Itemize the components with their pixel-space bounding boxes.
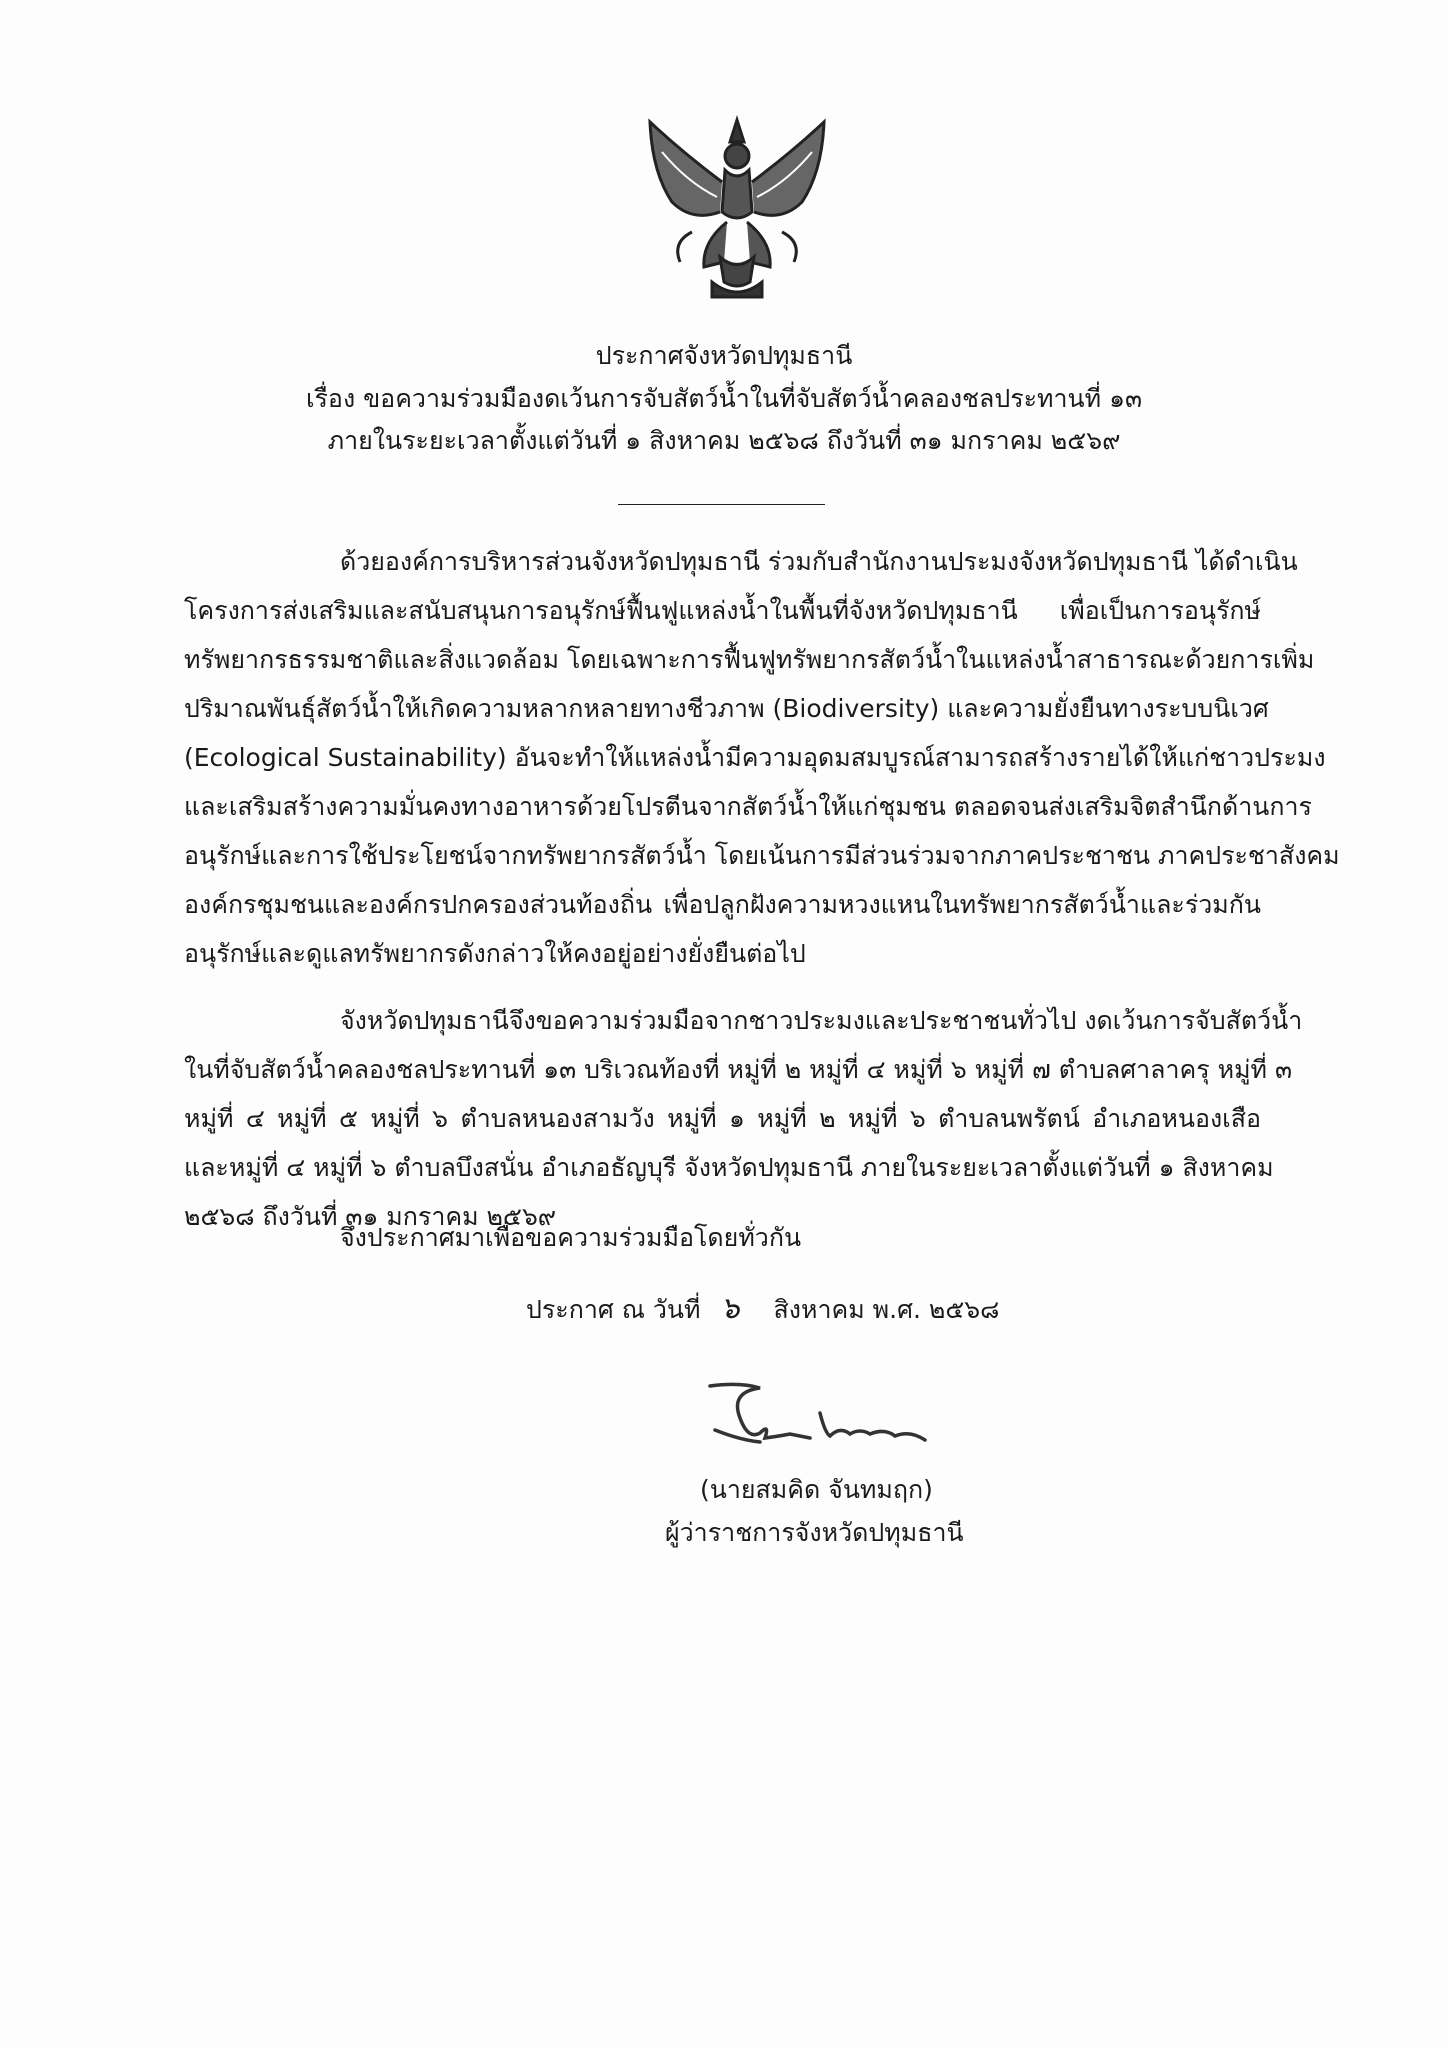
paragraph1-line: อนุรักษ์และดูแลทรัพยากรดังกล่าวให้คงอยู่อย่างยั่งยืนต่อไป xyxy=(184,939,806,968)
announcement-subject: เรื่อง ขอความร่วมมืองดเว้นการจับสัตว์น้ำในที่จับสัตว์น้ำคลองชลประทานที่ ๑๓ xyxy=(305,384,1143,413)
dateline-prefix: ประกาศ ณ วันที่ xyxy=(526,1295,701,1324)
paragraph2-line: หมู่ที่ ๔ หมู่ที่ ๕ หมู่ที่ ๖ ตำบลหนองสามวัง หมู่ที่ ๑ หมู่ที่ ๒ หมู่ที่ ๖ ตำบลนพรัตน์ อำเภอหนองเสือ xyxy=(184,1104,1261,1133)
paragraph2-line: ๒๕๖๘ ถึงวันที่ ๓๑ มกราคม ๒๕๖๙ xyxy=(184,1202,557,1231)
garuda-emblem-icon xyxy=(632,112,842,304)
dateline-day-handwritten: ๖ xyxy=(720,1291,740,1326)
paragraph1-line: ด้วยองค์การบริหารส่วนจังหวัดปทุมธานี ร่วมกับสำนักงานประมงจังหวัดปทุมธานี ได้ดำเนิน xyxy=(340,547,1298,576)
announcement-period: ภายในระยะเวลาตั้งแต่วันที่ ๑ สิงหาคม ๒๕๖๘ ถึงวันที่ ๓๑ มกราคม ๒๕๖๙ xyxy=(327,426,1121,455)
signatory-position: ผู้ว่าราชการจังหวัดปทุมธานี xyxy=(665,1518,964,1547)
signature-icon xyxy=(700,1378,950,1468)
paragraph1-line: โครงการส่งเสริมและสนับสนุนการอนุรักษ์ฟื้นฟูแหล่งน้ำในพื้นที่จังหวัดปทุมธานี เพื่อเป็นการอนุรักษ์ xyxy=(184,596,1261,625)
paragraph1-line: ทรัพยากรธรรมชาติและสิ่งแวดล้อม โดยเฉพาะการฟื้นฟูทรัพยากรสัตว์น้ำในแหล่งน้ำสาธารณะด้วยการเพิ่ม xyxy=(184,645,1315,674)
paragraph2-line: และหมู่ที่ ๔ หมู่ที่ ๖ ตำบลบึงสนั่น อำเภอธัญบุรี จังหวัดปทุมธานี ภายในระยะเวลาตั้งแต่วันที่ ๑ สิงหาคม xyxy=(184,1153,1274,1182)
paragraph1-line: (Ecological Sustainability) อันจะทำให้แหล่งน้ำมีความอุดมสมบูรณ์สามารถสร้างรายได้ให้แก่ชาวประมง xyxy=(184,743,1326,772)
dateline-suffix: สิงหาคม พ.ศ. ๒๕๖๘ xyxy=(773,1295,1000,1324)
paragraph1-line: ปริมาณพันธุ์สัตว์น้ำให้เกิดความหลากหลายทางชีวภาพ (Biodiversity) และความยั่งยืนทางระบบนิเวศ xyxy=(184,694,1269,723)
paragraph2-line: ในที่จับสัตว์น้ำคลองชลประทานที่ ๑๓ บริเวณท้องที่ หมู่ที่ ๒ หมู่ที่ ๔ หมู่ที่ ๖ หมู่ที่ ๗ ตำบลศาลาครุ หมู่ที่ ๓ xyxy=(184,1055,1293,1084)
paragraph2-line: จังหวัดปทุมธานีจึงขอความร่วมมือจากชาวประมงและประชาชนทั่วไป งดเว้นการจับสัตว์น้ำ xyxy=(340,1006,1303,1035)
dateline xyxy=(526,1292,999,1327)
title-divider xyxy=(618,504,825,505)
signatory-name: (นายสมคิด จันทมฤก) xyxy=(700,1475,933,1504)
closing-statement: จึงประกาศมาเพื่อขอความร่วมมือโดยทั่วกัน xyxy=(340,1223,802,1252)
paragraph1-line: และเสริมสร้างความมั่นคงทางอาหารด้วยโปรตีนจากสัตว์น้ำให้แก่ชุมชน ตลอดจนส่งเสริมจิตสำนึกด้านการ xyxy=(184,792,1312,821)
paragraph1-line: อนุรักษ์และการใช้ประโยชน์จากทรัพยากรสัตว์น้ำ โดยเน้นการมีส่วนร่วมจากภาคประชาชน ภาคประชาสังคม xyxy=(184,841,1340,870)
announcement-title: ประกาศจังหวัดปทุมธานี xyxy=(595,341,853,370)
paragraph1-line: องค์กรชุมชนและองค์กรปกครองส่วนท้องถิ่น เพื่อปลูกฝังความหวงแหนในทรัพยากรสัตว์น้ำและร่วมกัน xyxy=(184,890,1261,919)
